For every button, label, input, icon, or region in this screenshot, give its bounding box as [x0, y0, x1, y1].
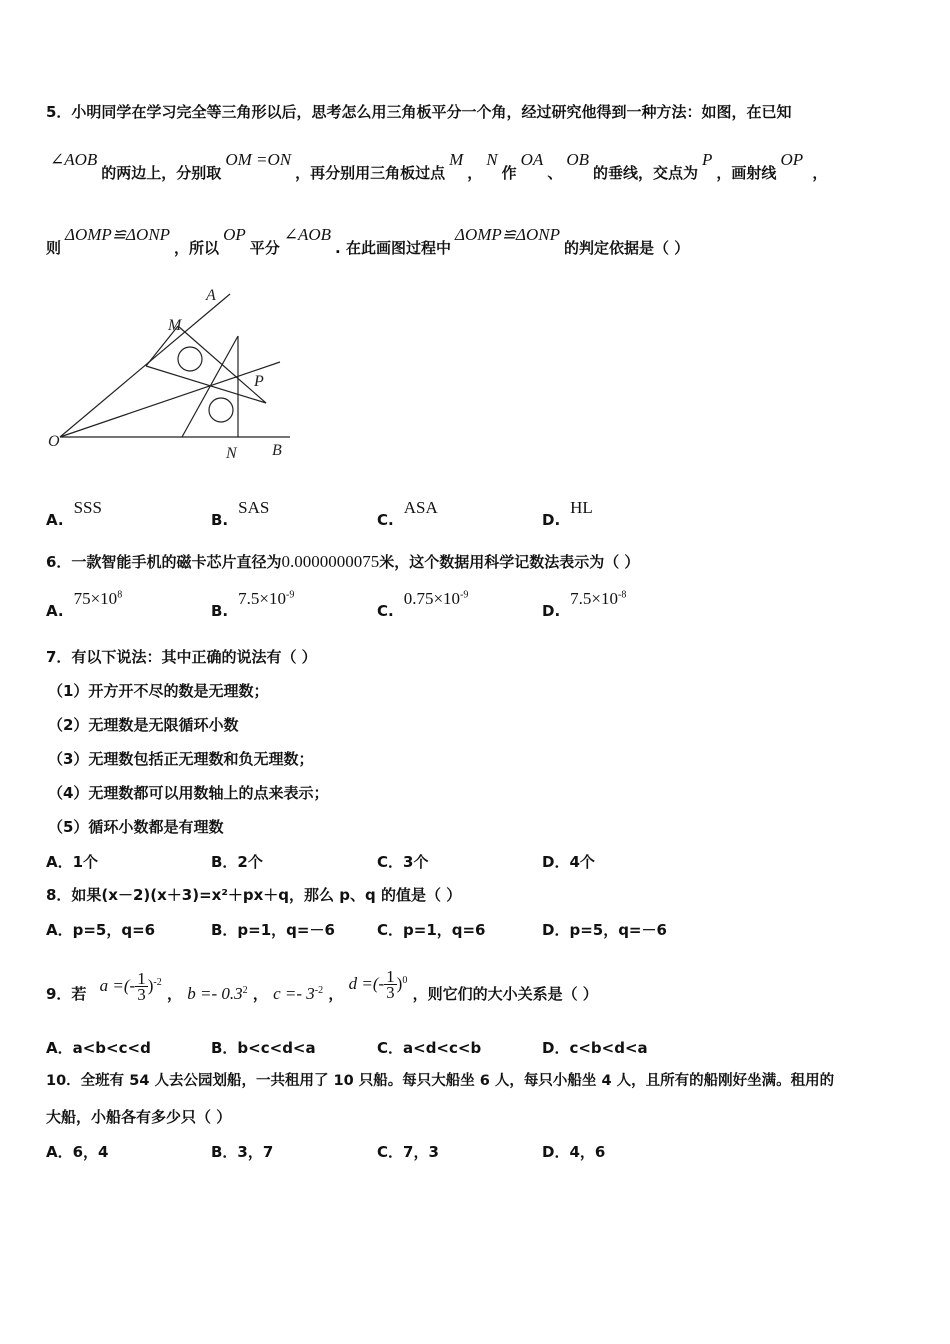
- q9-c-expr: c =- 3: [273, 984, 315, 1003]
- q9-option-b[interactable]: B．b<c<d<a: [211, 1039, 316, 1057]
- q5-comma: ，: [467, 164, 483, 182]
- ray-ob: OB: [566, 150, 590, 169]
- q10-option-b[interactable]: B．3，7: [211, 1143, 274, 1161]
- option-letter: D.: [542, 602, 561, 620]
- option-letter: D.: [542, 511, 561, 529]
- q8-stem: 8．如果(x－2)(x＋3)=x²＋px＋q，那么 p、q 的值是（ ）: [46, 886, 462, 904]
- q10-option-c[interactable]: C．7，3: [377, 1143, 439, 1161]
- option-value: SAS: [238, 498, 270, 517]
- q9-stem: 9．若 a =(- $\frac{1}{3}$ )$^{-2}$ ， $b =- 0.3^2$ ， $c =- 3^{-2}$ ， d =(- $\frac{1}{3}$ )$^0$ ，则它们的大小关系是（ ）: [46, 967, 598, 1004]
- q9-option-d[interactable]: D．c<b<d<a: [542, 1039, 648, 1057]
- ray-oa: OA: [520, 150, 544, 169]
- q8-option-c[interactable]: C．p=1，q=6: [377, 921, 486, 939]
- q7-option-d[interactable]: D．4个: [542, 853, 595, 871]
- q9-option-a[interactable]: A．a<b<c<d: [46, 1039, 151, 1057]
- q9-a-lhs: a =(-: [99, 976, 136, 995]
- q5-text-bian: 的两边上，分别取: [101, 164, 222, 182]
- q8-option-d[interactable]: D．p=5，q=－6: [542, 921, 667, 939]
- triangle-2-hyp: [182, 336, 238, 437]
- congruence-2: ΔOMP≌ΔONP: [454, 225, 560, 244]
- q5-option-d[interactable]: [542, 498, 593, 530]
- option-letter: B.: [211, 602, 229, 620]
- option-letter: A.: [46, 602, 64, 620]
- q7-option-c[interactable]: C．3个: [377, 853, 429, 871]
- q9-a-exponent: -2: [153, 977, 162, 988]
- q9-comma-3: ，: [328, 985, 344, 1003]
- q5-text-ze: 则: [46, 239, 62, 257]
- label-a: A: [206, 287, 216, 304]
- option-letter: A.: [46, 511, 64, 529]
- ray-oa-line: [60, 294, 230, 437]
- option-base: 75×10: [73, 589, 118, 608]
- option-base: 7.5×10: [238, 589, 286, 608]
- q9-b-expr: b =- 0.3: [187, 984, 243, 1003]
- q6-stem: [46, 552, 639, 572]
- point-p: P: [702, 150, 713, 169]
- q8-option-b[interactable]: B．p=1，q=－6: [211, 921, 335, 939]
- q7-item-5: （5）循环小数都是有理数: [48, 818, 224, 836]
- q6-post: 米，这个数据用科学记数法表示为（ ）: [379, 553, 640, 571]
- q5-text-suoyi: ，所以: [174, 239, 220, 257]
- fraction-denominator: 3: [137, 985, 146, 1004]
- q9-b-exponent: 2: [242, 985, 248, 996]
- q10-line1: 10．全班有 54 人去公园划船，一共租用了 10 只船。每只大船坐 6 人，每只小船坐 4 人，且所有的船刚好坐满。租用的: [46, 1073, 835, 1089]
- q5-option-a[interactable]: [46, 498, 102, 530]
- option-value: SSS: [73, 498, 102, 517]
- q9-comma-2: ，: [252, 985, 268, 1003]
- q5-end-comma: ，: [812, 164, 828, 182]
- q5-line2: [46, 150, 828, 183]
- om-eq-on: OM =ON: [225, 150, 292, 169]
- ray-op-2: OP: [223, 225, 246, 244]
- q6-pre: 6．一款智能手机的磁卡芯片直径为: [46, 553, 282, 571]
- option-letter: C.: [377, 602, 394, 620]
- q5-text-huashe: ，画射线: [716, 164, 777, 182]
- q5-text-zaici: . 在此画图过程中: [335, 239, 451, 257]
- ray-op: OP: [780, 150, 804, 169]
- option-exponent: -8: [618, 589, 627, 601]
- triangle-hole-2: [209, 398, 233, 422]
- q7-item-4: （4）无理数都可以用数轴上的点来表示；: [48, 784, 329, 802]
- fraction-denominator: 3: [386, 983, 395, 1002]
- q9-d-lhs: d =(-: [348, 974, 385, 993]
- q7-stem: 7．有以下说法：其中正确的说法有（ ）: [46, 648, 317, 666]
- triangle-hole-1: [178, 347, 202, 371]
- q10-line2: 大船，小船各有多少只（ ）: [46, 1108, 232, 1126]
- q10-option-a[interactable]: A．6，4: [46, 1143, 109, 1161]
- q9-comma-1: ，: [166, 985, 182, 1003]
- q5-line3: [46, 225, 690, 258]
- q7-item-3: （3）无理数包括正无理数和负无理数；: [48, 750, 314, 768]
- option-exponent: -9: [460, 589, 469, 601]
- q10-option-d[interactable]: D．4，6: [542, 1143, 606, 1161]
- option-base: 0.75×10: [403, 589, 461, 608]
- point-n: N: [486, 150, 498, 169]
- angle-bisector-figure: [40, 280, 310, 470]
- angle-aob-2: ∠AOB: [283, 225, 332, 244]
- label-p: P: [254, 373, 264, 390]
- q9-c-exponent: -2: [314, 985, 324, 996]
- q5-text-zai: ，再分别用三角板过点: [295, 164, 446, 182]
- q7-item-2: （2）无理数是无限循环小数: [48, 716, 239, 734]
- q5-text-zuo: 作: [501, 164, 517, 182]
- q6-number: 0.0000000075: [281, 552, 380, 571]
- label-n: N: [226, 445, 237, 462]
- q7-option-a[interactable]: A．1个: [46, 853, 99, 871]
- q5-option-b[interactable]: [211, 498, 270, 530]
- q8-option-a[interactable]: A．p=5，q=6: [46, 921, 156, 939]
- q5-text-chuixian: 的垂线，交点为: [593, 164, 699, 182]
- congruence-1: ΔOMP≌ΔONP: [65, 225, 171, 244]
- option-base: 7.5×10: [570, 589, 618, 608]
- option-letter: B.: [211, 511, 229, 529]
- q9-a-fraction: [135, 971, 148, 1002]
- q5-dun: 、: [547, 164, 563, 182]
- q9-d-exponent: 0: [402, 975, 408, 986]
- q7-option-b[interactable]: B．2个: [211, 853, 263, 871]
- q9-option-c[interactable]: C．a<d<c<b: [377, 1039, 482, 1057]
- label-b: B: [272, 442, 282, 459]
- q9-pre: 9．若: [46, 985, 87, 1003]
- q5-text-pingfen: 平分: [249, 239, 280, 257]
- q5-text-panding: 的判定依据是（ ）: [564, 239, 690, 257]
- q5-line1: 5．小明同学在学习完全等三角形以后，思考怎么用三角板平分一个角，经过研究他得到一种方法：如图，在已知: [46, 103, 792, 121]
- fraction-numerator: 1: [386, 967, 395, 986]
- label-m: M: [168, 317, 182, 334]
- option-value: HL: [570, 498, 593, 517]
- option-value: ASA: [403, 498, 438, 517]
- q5-option-c[interactable]: [377, 498, 438, 530]
- fraction-numerator: 1: [137, 969, 146, 988]
- triangle-bottom-1: [146, 366, 266, 403]
- label-o: O: [48, 433, 60, 450]
- option-letter: C.: [377, 511, 394, 529]
- option-exponent: -9: [285, 589, 295, 601]
- q7-item-1: （1）开方开不尽的数是无理数；: [48, 682, 269, 700]
- q9-post: ，则它们的大小关系是（ ）: [412, 985, 598, 1003]
- q9-d-fraction: [384, 969, 397, 1000]
- point-m: M: [449, 150, 464, 169]
- option-exponent: 8: [117, 589, 123, 601]
- angle-aob: ∠AOB: [50, 150, 98, 169]
